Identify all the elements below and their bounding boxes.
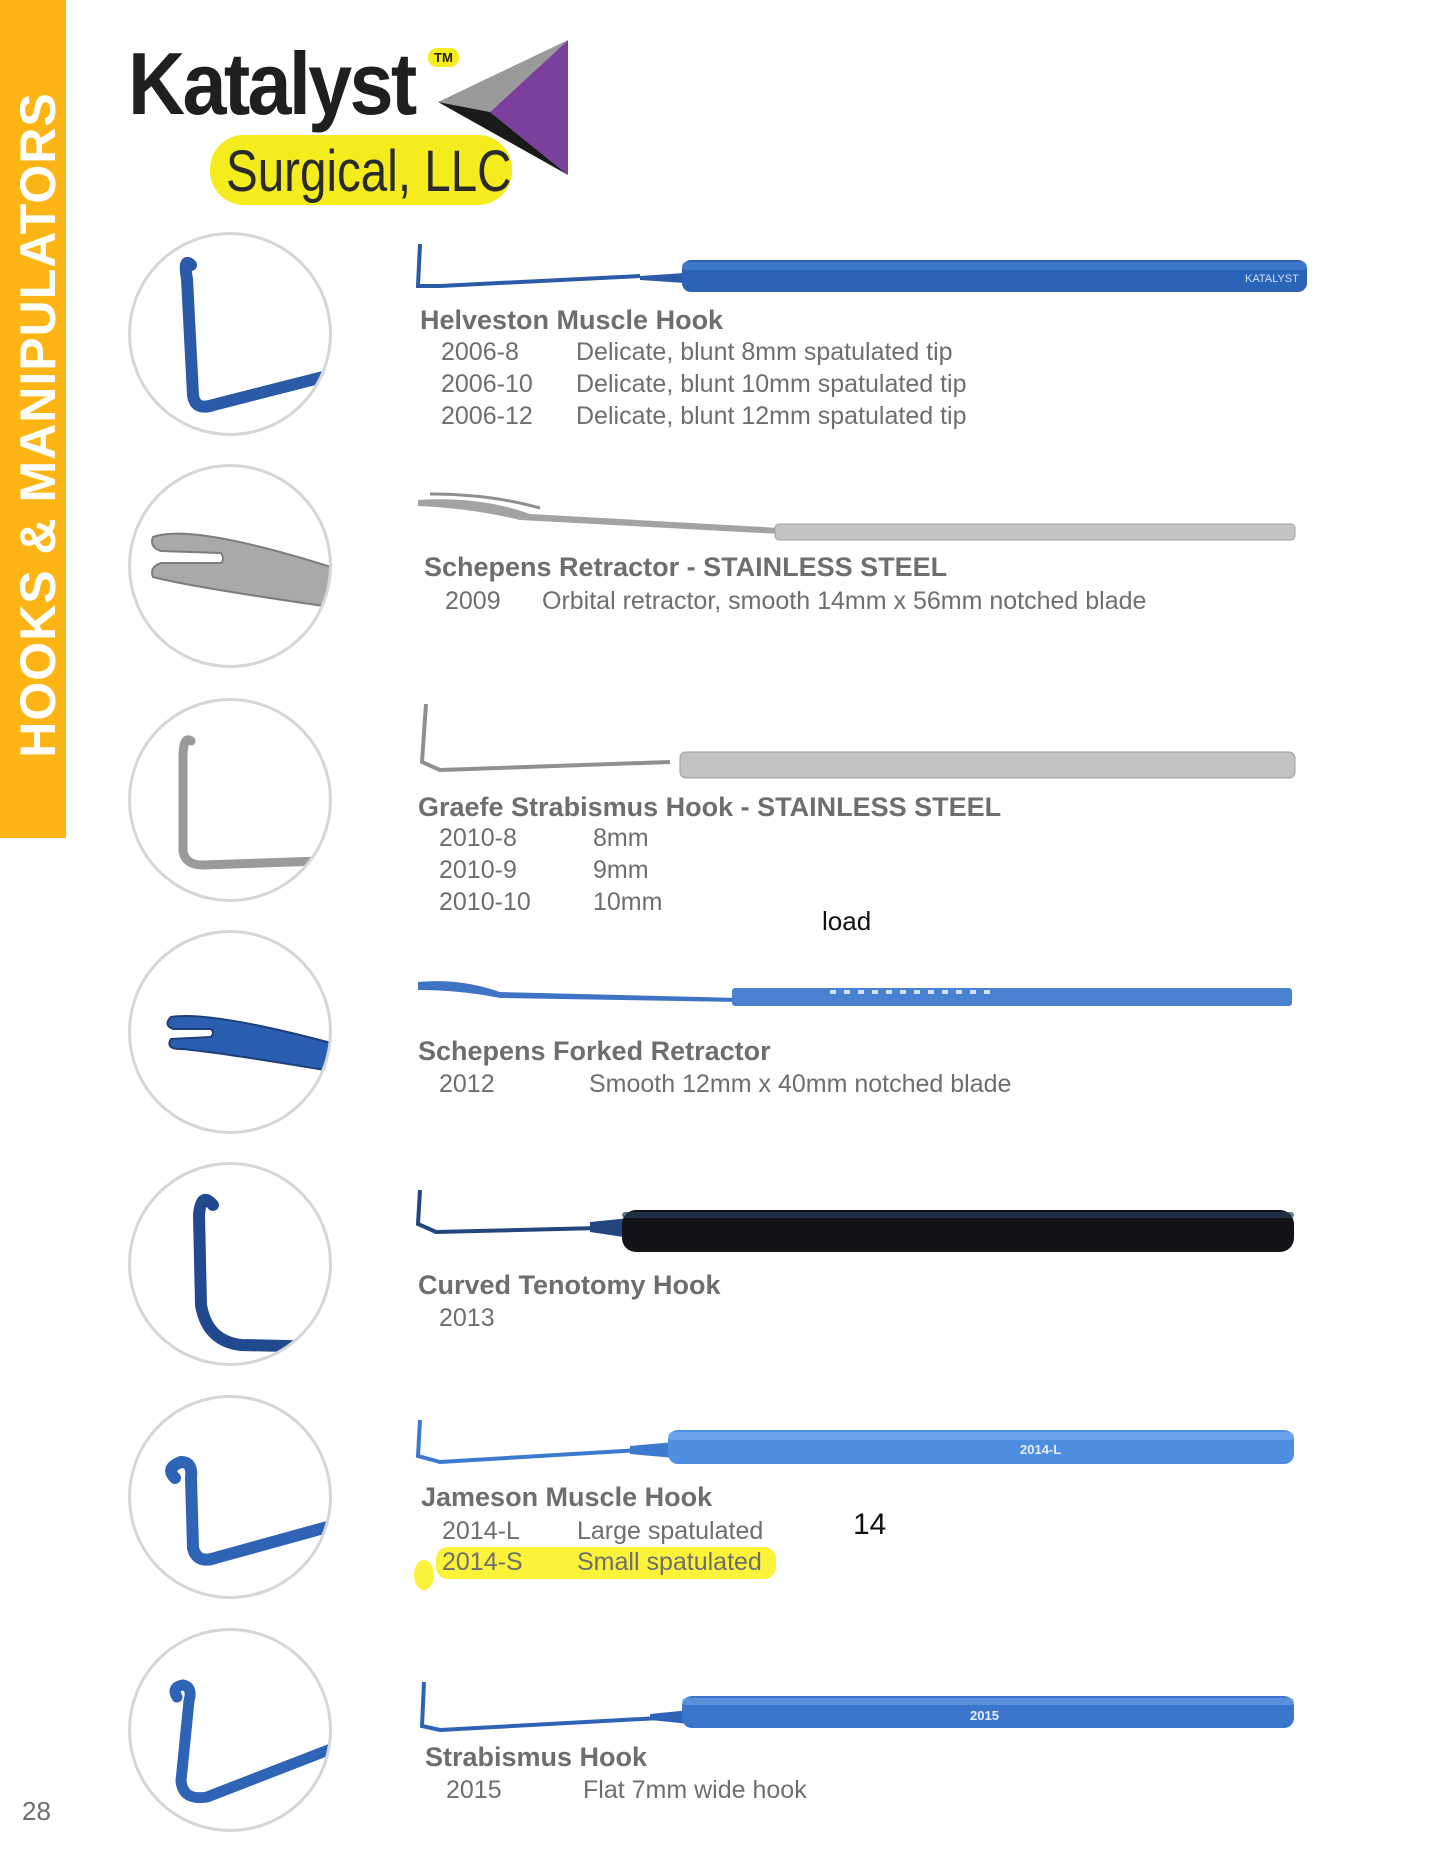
product-desc: 9mm xyxy=(593,856,649,884)
product-title: Curved Tenotomy Hook xyxy=(418,1270,721,1300)
product-code: 2010-10 xyxy=(439,888,531,916)
product-title: Strabismus Hook xyxy=(425,1742,648,1772)
strabismus-engraving: 2015 xyxy=(970,1708,999,1723)
product-title: Jameson Muscle Hook xyxy=(421,1482,713,1512)
instrument-graefe-hook xyxy=(400,700,1310,780)
product-title: Schepens Retractor - STAINLESS STEEL xyxy=(424,552,948,582)
product-desc: 10mm xyxy=(593,888,663,916)
side-tab-label: HOOKS & MANIPULATORS xyxy=(10,92,66,758)
product-code: 2006-12 xyxy=(441,402,533,430)
company-logo xyxy=(128,34,568,210)
closeup-schepens-forked-retractor xyxy=(128,930,332,1134)
note-fourteen: 14 xyxy=(853,1508,887,1541)
closeup-helveston-hook xyxy=(128,232,332,436)
product-code: 2014-L xyxy=(442,1517,520,1545)
product-desc: Smooth 12mm x 40mm notched blade xyxy=(589,1070,1012,1098)
product-title: Helveston Muscle Hook xyxy=(420,305,724,335)
product-code: 2009 xyxy=(445,587,501,615)
product-desc: Small spatulated xyxy=(577,1548,762,1576)
product-code: 2014-S xyxy=(442,1548,523,1576)
product-code: 2010-8 xyxy=(439,824,517,852)
logo-name: Katalyst xyxy=(128,34,415,133)
product-code: 2015 xyxy=(446,1776,502,1804)
highlight-dot xyxy=(414,1560,434,1590)
closeup-schepens-retractor xyxy=(128,464,332,668)
instrument-helveston-hook xyxy=(400,238,1310,298)
product-title: Schepens Forked Retractor xyxy=(418,1036,771,1066)
product-desc: Delicate, blunt 8mm spatulated tip xyxy=(576,338,953,366)
instrument-curved-tenotomy-hook xyxy=(400,1186,1310,1256)
closeup-strabismus-hook xyxy=(128,1628,332,1832)
product-code: 2006-8 xyxy=(441,338,519,366)
instrument-jameson-hook xyxy=(400,1416,1310,1476)
helveston-engraving: KATALYST xyxy=(1245,273,1299,285)
instrument-strabismus-hook xyxy=(400,1678,1310,1738)
closeup-jameson-hook xyxy=(128,1395,332,1599)
instrument-schepens-retractor xyxy=(400,486,1310,546)
page-number: 28 xyxy=(22,1796,51,1826)
logo-triangle-icon xyxy=(438,40,568,180)
product-desc: 8mm xyxy=(593,824,649,852)
product-desc: Orbital retractor, smooth 14mm x 56mm notched blade xyxy=(542,587,1147,615)
side-tab xyxy=(0,0,66,838)
note-load: load xyxy=(822,906,872,936)
product-desc: Delicate, blunt 10mm spatulated tip xyxy=(576,370,967,398)
closeup-graefe-hook xyxy=(128,698,332,902)
logo-trademark: TM xyxy=(428,48,459,67)
jameson-engraving: 2014-L xyxy=(1020,1442,1062,1457)
product-code: 2006-10 xyxy=(441,370,533,398)
product-code: 2012 xyxy=(439,1070,495,1098)
logo-subtitle: Surgical, LLC xyxy=(226,139,512,204)
product-title: Graefe Strabismus Hook - STAINLESS STEEL xyxy=(418,792,1002,822)
product-desc: Large spatulated xyxy=(577,1517,764,1545)
product-desc: Delicate, blunt 12mm spatulated tip xyxy=(576,402,967,430)
product-code: 2010-9 xyxy=(439,856,517,884)
product-desc: Flat 7mm wide hook xyxy=(583,1776,807,1804)
closeup-curved-tenotomy-hook xyxy=(128,1162,332,1366)
product-code: 2013 xyxy=(439,1304,495,1332)
instrument-schepens-forked-retractor xyxy=(400,970,1310,1020)
